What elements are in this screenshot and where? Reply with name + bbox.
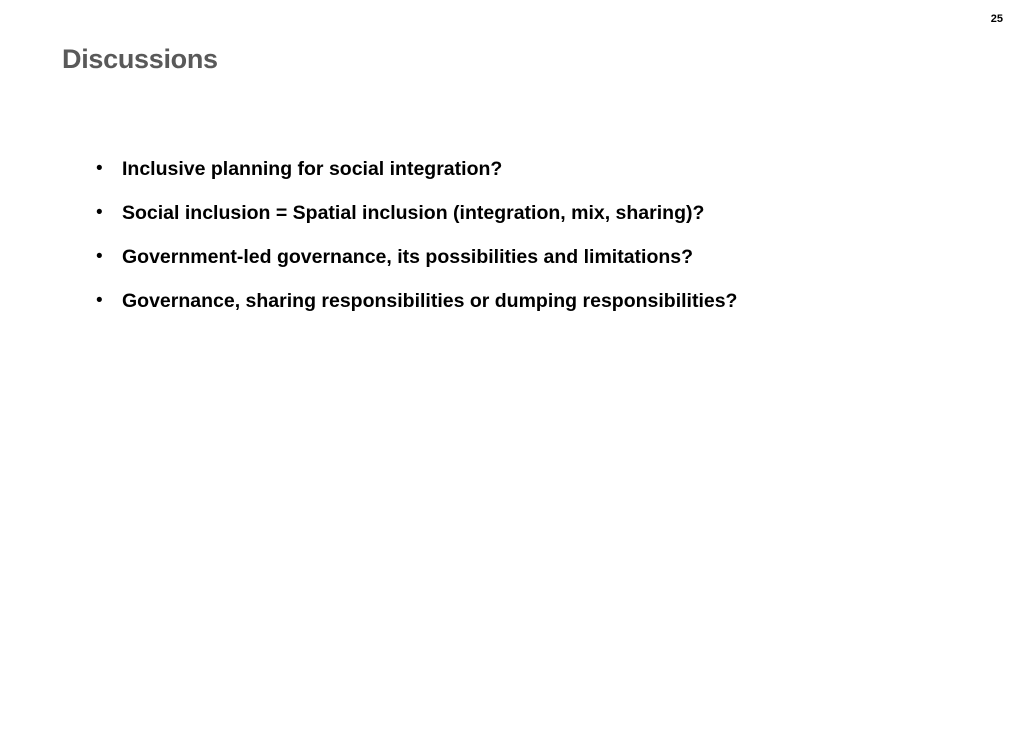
bullet-list	[96, 155, 737, 331]
bullet-text: Government-led governance, its possibilities and limitations?	[122, 246, 694, 268]
bullet-icon: •	[96, 202, 103, 223]
list-item	[96, 155, 737, 199]
slide-title: Discussions	[62, 44, 218, 74]
page-number: 25	[990, 13, 1003, 25]
bullet-text: Governance, sharing responsibilities or dumping responsibilities?	[122, 290, 738, 312]
list-item	[96, 199, 737, 243]
bullet-icon: •	[96, 290, 103, 311]
bullet-text: Inclusive planning for social integration?	[122, 158, 503, 180]
list-item	[96, 287, 737, 331]
bullet-text: Social inclusion = Spatial inclusion (integration, mix, sharing)?	[122, 202, 705, 224]
bullet-icon: •	[96, 246, 103, 267]
list-item	[96, 243, 737, 287]
bullet-icon: •	[96, 158, 103, 179]
